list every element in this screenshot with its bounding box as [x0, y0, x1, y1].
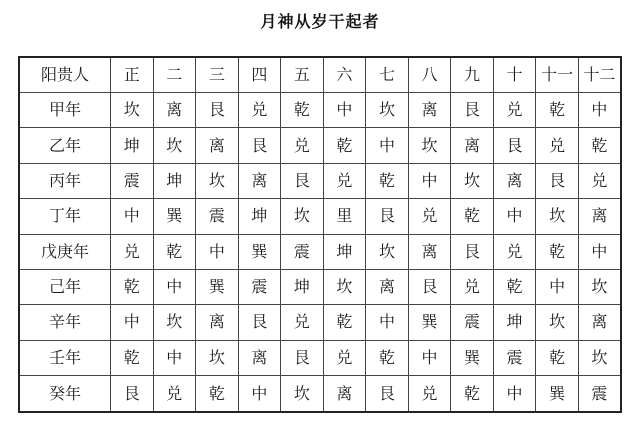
table-cell: 震 — [451, 305, 494, 340]
table-cell: 乾 — [323, 305, 366, 340]
table-cell: 坎 — [196, 163, 239, 198]
table-cell: 巽 — [153, 199, 196, 234]
row-label: 乙年 — [19, 128, 111, 163]
table-row — [19, 376, 621, 413]
column-header: 九 — [451, 57, 494, 93]
table-cell: 巽 — [238, 234, 281, 269]
table-cell: 里 — [323, 199, 366, 234]
table-cell: 坎 — [153, 128, 196, 163]
table-cell: 坤 — [238, 199, 281, 234]
yin-yang-table — [18, 56, 622, 413]
row-label: 丙年 — [19, 163, 111, 198]
table-cell: 兑 — [408, 376, 451, 413]
column-header: 七 — [366, 57, 409, 93]
table-cell: 坤 — [493, 305, 536, 340]
table-cell: 艮 — [196, 93, 239, 128]
table-cell: 兑 — [536, 128, 579, 163]
table-cell: 乾 — [281, 93, 324, 128]
table-cell: 中 — [493, 199, 536, 234]
table-cell: 坎 — [578, 340, 621, 375]
table-cell: 乾 — [196, 376, 239, 413]
table-cell: 兑 — [493, 234, 536, 269]
table-cell: 坎 — [281, 376, 324, 413]
column-header: 八 — [408, 57, 451, 93]
table-cell: 离 — [578, 199, 621, 234]
corner-header: 阳贵人 — [19, 57, 111, 93]
table-cell: 离 — [323, 376, 366, 413]
table-cell: 中 — [153, 269, 196, 304]
table-cell: 艮 — [451, 234, 494, 269]
table-cell: 巽 — [536, 376, 579, 413]
table-cell: 艮 — [238, 305, 281, 340]
column-header: 十 — [493, 57, 536, 93]
table-cell: 中 — [238, 376, 281, 413]
table-cell: 兑 — [408, 199, 451, 234]
table-cell: 坎 — [111, 93, 154, 128]
table-cell: 兑 — [323, 163, 366, 198]
table-cell: 坤 — [111, 128, 154, 163]
table-row — [19, 269, 621, 304]
table-cell: 兑 — [281, 128, 324, 163]
table-cell: 离 — [196, 128, 239, 163]
table-cell: 乾 — [366, 340, 409, 375]
table-cell: 坤 — [281, 269, 324, 304]
table-row — [19, 93, 621, 128]
table-cell: 乾 — [111, 340, 154, 375]
table-cell: 坎 — [366, 234, 409, 269]
table-cell: 震 — [111, 163, 154, 198]
table-cell: 艮 — [451, 93, 494, 128]
table-cell: 中 — [366, 128, 409, 163]
table-cell: 乾 — [536, 93, 579, 128]
table-cell: 兑 — [451, 269, 494, 304]
table-cell: 中 — [578, 93, 621, 128]
row-label: 甲年 — [19, 93, 111, 128]
table-cell: 震 — [281, 234, 324, 269]
table-cell: 中 — [111, 305, 154, 340]
table-cell: 坤 — [323, 234, 366, 269]
row-label: 己年 — [19, 269, 111, 304]
table-cell: 离 — [196, 305, 239, 340]
table-cell: 兑 — [111, 234, 154, 269]
table-cell: 震 — [493, 340, 536, 375]
column-header: 六 — [323, 57, 366, 93]
table-cell: 艮 — [281, 340, 324, 375]
table-cell: 艮 — [366, 376, 409, 413]
table-row — [19, 305, 621, 340]
table-cell: 坎 — [451, 163, 494, 198]
table-row — [19, 128, 621, 163]
table-cell: 乾 — [111, 269, 154, 304]
table-cell: 坎 — [153, 305, 196, 340]
table-cell: 乾 — [536, 234, 579, 269]
table-cell: 离 — [578, 305, 621, 340]
table-cell: 乾 — [493, 269, 536, 304]
table-cell: 巽 — [408, 305, 451, 340]
table-cell: 中 — [366, 305, 409, 340]
table-cell: 中 — [153, 340, 196, 375]
table-cell: 中 — [323, 93, 366, 128]
column-header: 四 — [238, 57, 281, 93]
table-cell: 离 — [366, 269, 409, 304]
table-cell: 中 — [111, 199, 154, 234]
table-cell: 中 — [536, 269, 579, 304]
table-cell: 中 — [408, 340, 451, 375]
table-cell: 坎 — [536, 199, 579, 234]
table-row — [19, 199, 621, 234]
table-cell: 乾 — [451, 199, 494, 234]
table-cell: 乾 — [451, 376, 494, 413]
table-cell: 中 — [408, 163, 451, 198]
table-cell: 坎 — [281, 199, 324, 234]
table-cell: 兑 — [493, 93, 536, 128]
table-cell: 艮 — [111, 376, 154, 413]
table-cell: 坎 — [408, 128, 451, 163]
row-label: 壬年 — [19, 340, 111, 375]
table-cell: 中 — [578, 234, 621, 269]
table-cell: 震 — [578, 376, 621, 413]
table-cell: 坎 — [323, 269, 366, 304]
table-cell: 震 — [238, 269, 281, 304]
table-cell: 坎 — [578, 269, 621, 304]
row-label: 癸年 — [19, 376, 111, 413]
table-cell: 中 — [493, 376, 536, 413]
column-header: 二 — [153, 57, 196, 93]
table-cell: 兑 — [238, 93, 281, 128]
table-cell: 坤 — [153, 163, 196, 198]
table-cell: 离 — [153, 93, 196, 128]
table-cell: 坎 — [536, 305, 579, 340]
table-cell: 离 — [238, 163, 281, 198]
column-header: 正 — [111, 57, 154, 93]
table-cell: 乾 — [578, 128, 621, 163]
table-cell: 离 — [493, 163, 536, 198]
table-cell: 中 — [196, 234, 239, 269]
table-cell: 艮 — [238, 128, 281, 163]
table-cell: 乾 — [153, 234, 196, 269]
row-label: 辛年 — [19, 305, 111, 340]
table-cell: 乾 — [323, 128, 366, 163]
table-cell: 巽 — [196, 269, 239, 304]
table-cell: 艮 — [408, 269, 451, 304]
table-cell: 坎 — [196, 340, 239, 375]
table-cell: 艮 — [281, 163, 324, 198]
table-cell: 兑 — [153, 376, 196, 413]
table-row — [19, 340, 621, 375]
page-title: 月神从岁干起者 — [260, 12, 380, 31]
table-body — [19, 93, 621, 413]
table-cell: 兑 — [323, 340, 366, 375]
table-cell: 离 — [451, 128, 494, 163]
table-cell: 艮 — [536, 163, 579, 198]
column-header: 三 — [196, 57, 239, 93]
row-label: 戊庚年 — [19, 234, 111, 269]
table-row — [19, 234, 621, 269]
column-header: 十二 — [578, 57, 621, 93]
table-cell: 乾 — [536, 340, 579, 375]
table-cell: 艮 — [366, 199, 409, 234]
table-cell: 艮 — [493, 128, 536, 163]
table-cell: 离 — [238, 340, 281, 375]
table-cell: 兑 — [281, 305, 324, 340]
table-cell: 兑 — [578, 163, 621, 198]
table-cell: 乾 — [366, 163, 409, 198]
table-cell: 离 — [408, 234, 451, 269]
table-cell: 离 — [408, 93, 451, 128]
table-cell: 巽 — [451, 340, 494, 375]
row-label: 丁年 — [19, 199, 111, 234]
table-cell: 震 — [196, 199, 239, 234]
column-header: 十一 — [536, 57, 579, 93]
table-cell: 坎 — [366, 93, 409, 128]
table-row — [19, 163, 621, 198]
column-header: 五 — [281, 57, 324, 93]
header-row — [19, 57, 621, 93]
